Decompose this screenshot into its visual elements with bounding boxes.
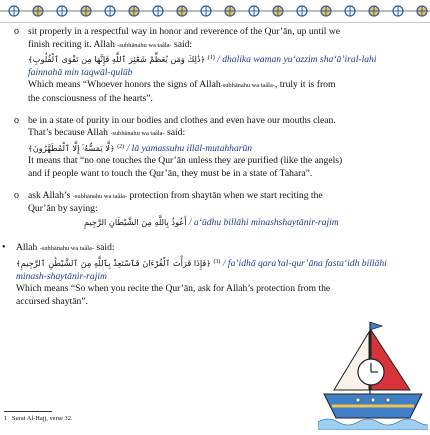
anchor-icon <box>57 6 67 16</box>
footnote-mark: (2) <box>117 143 125 150</box>
item-text-line <box>28 39 430 53</box>
item-text-line <box>16 242 430 256</box>
transliteration: fainnahā min taqwāl-qulūb <box>28 66 133 78</box>
list-item-allah-said <box>2 242 430 308</box>
anchor-icon <box>249 6 259 16</box>
honorific: -subhānahu wa taâla- <box>220 82 275 90</box>
footnote-mark: (3) <box>213 258 221 265</box>
transliteration: / dhalika waman yu‘azzim sha‘ā’iral-lahi <box>214 54 377 66</box>
ship-wheel-icon <box>273 6 283 16</box>
list-item-seek-refuge <box>14 190 430 230</box>
footnote-number: 1 <box>4 415 8 422</box>
text: , truly it is from <box>274 79 336 91</box>
arabic-verse: ﴿لَّا يَمَسُّهُۥٓ إِلَّا ٱلْمُطَهَّرُونَ﴾ <box>28 142 115 153</box>
transliteration: / a‘ūdhu billāhi minashshaytānir-rajim <box>186 216 339 228</box>
circle-bullet-icon: o <box>14 189 19 201</box>
arabic-verse: ﴿ذَٰلِكَ وَمَن يُعَظِّمْ شَعَٰٓئِرَ ٱللَّهِ فَإِنَّهَا مِن تَقْوَى ٱلْقُلُوبِ﴾ <box>28 54 206 65</box>
verse-line <box>28 141 430 156</box>
anchor-icon <box>297 6 307 16</box>
verse-line <box>84 216 430 230</box>
text: Which means “Whoever honors the signs of Allah <box>28 79 221 91</box>
footnote-divider <box>4 411 52 412</box>
ship-wheel-icon <box>225 6 235 16</box>
ship-wheel-icon <box>81 6 91 16</box>
anchor-icon <box>345 6 355 16</box>
ship-wheel-icon <box>33 6 43 16</box>
item-text-line: Qur’ān by saying: <box>28 203 98 215</box>
text: said: <box>164 127 186 139</box>
ship-wheel-icon <box>177 6 187 16</box>
list-item-purity <box>14 115 430 181</box>
text: protection from shaytān when we start reciting the <box>127 189 323 201</box>
transliteration: minash-shaytānir-rajim <box>16 270 107 282</box>
anchor-icon <box>153 6 163 16</box>
item-text-line <box>28 127 430 141</box>
text: said: <box>171 38 193 50</box>
honorific: -subhānahu wa taâla- <box>39 245 95 253</box>
list-item-sit-properly <box>14 26 430 106</box>
footnote-text: Surat Al-Hajj, verse 32. <box>12 415 73 422</box>
transliteration: / lā yamassuhu illāl-mutahharūn <box>124 142 253 154</box>
text: ask Allah’s <box>28 189 73 201</box>
anchor-icon <box>9 6 19 16</box>
bullet-dot-icon: • <box>2 242 6 254</box>
anchor-icon <box>201 6 211 16</box>
anchor-icon <box>393 6 403 16</box>
arabic-phrase: أَعُوذُ بِاللَّهِ مِنَ الشَّيْطَانِ الرَّجِيمِ <box>84 216 187 227</box>
top-decorative-border <box>0 0 430 23</box>
ship-wheel-icon <box>417 6 427 16</box>
item-text-line: be in a state of purity in our bodies and clothes and even have our mouths clean. <box>28 114 336 126</box>
footnote-mark: (1) <box>207 55 215 62</box>
meaning-line: and if people want to touch the Qur’ān, they must be in a state of Tahara”. <box>28 167 313 179</box>
text: Allah <box>16 242 40 254</box>
meaning-line: the consciousness of the hearts”. <box>28 92 153 104</box>
circle-bullet-icon: o <box>14 114 19 126</box>
text: finish reciting it. Allah <box>28 38 118 50</box>
sailboat-clock-illustration <box>318 318 428 435</box>
footnote <box>4 415 73 422</box>
item-text-line <box>28 190 430 204</box>
honorific: -subhānahu wa taâla- <box>110 130 165 138</box>
verse-line <box>28 52 430 67</box>
ship-wheel-icon <box>129 6 139 16</box>
anchor-icon <box>105 6 115 16</box>
page-body <box>0 26 430 308</box>
transliteration: / fa’idhā qara’tal-qur’āna fasta‘idh billāhi <box>220 257 387 269</box>
text: said: <box>94 242 115 254</box>
verse-line <box>16 256 430 271</box>
meaning-line: It means that “no one touches the Qur’ān unless they are purified (like the angels) <box>28 155 343 167</box>
meaning-line: Which means “So when you recite the Qur’ān, ask for Allah’s protection from the <box>16 283 331 295</box>
meaning-line <box>28 79 430 93</box>
text: That’s because Allah <box>28 127 111 139</box>
ship-wheel-icon <box>369 6 379 16</box>
honorific: -subhānahu wa taâla- <box>72 192 128 200</box>
honorific: -subhānahu wa taâla- <box>117 41 172 49</box>
meaning-line: accursed shaytān”. <box>16 295 88 307</box>
item-text-line: sit properly in a respectful way in honor and reverence of the Qur’ān, up until we <box>28 26 341 37</box>
circle-bullet-icon: o <box>14 26 19 37</box>
ship-wheel-icon <box>321 6 331 16</box>
arabic-verse: ﴿فَإِذَا قَرَأْتَ ٱلْقُرْءَانَ فَٱسْتَعِذْ بِٱللَّهِ مِنَ ٱلشَّيْطَٰنِ ٱلرَّجِيمِ﴾ <box>16 257 212 268</box>
